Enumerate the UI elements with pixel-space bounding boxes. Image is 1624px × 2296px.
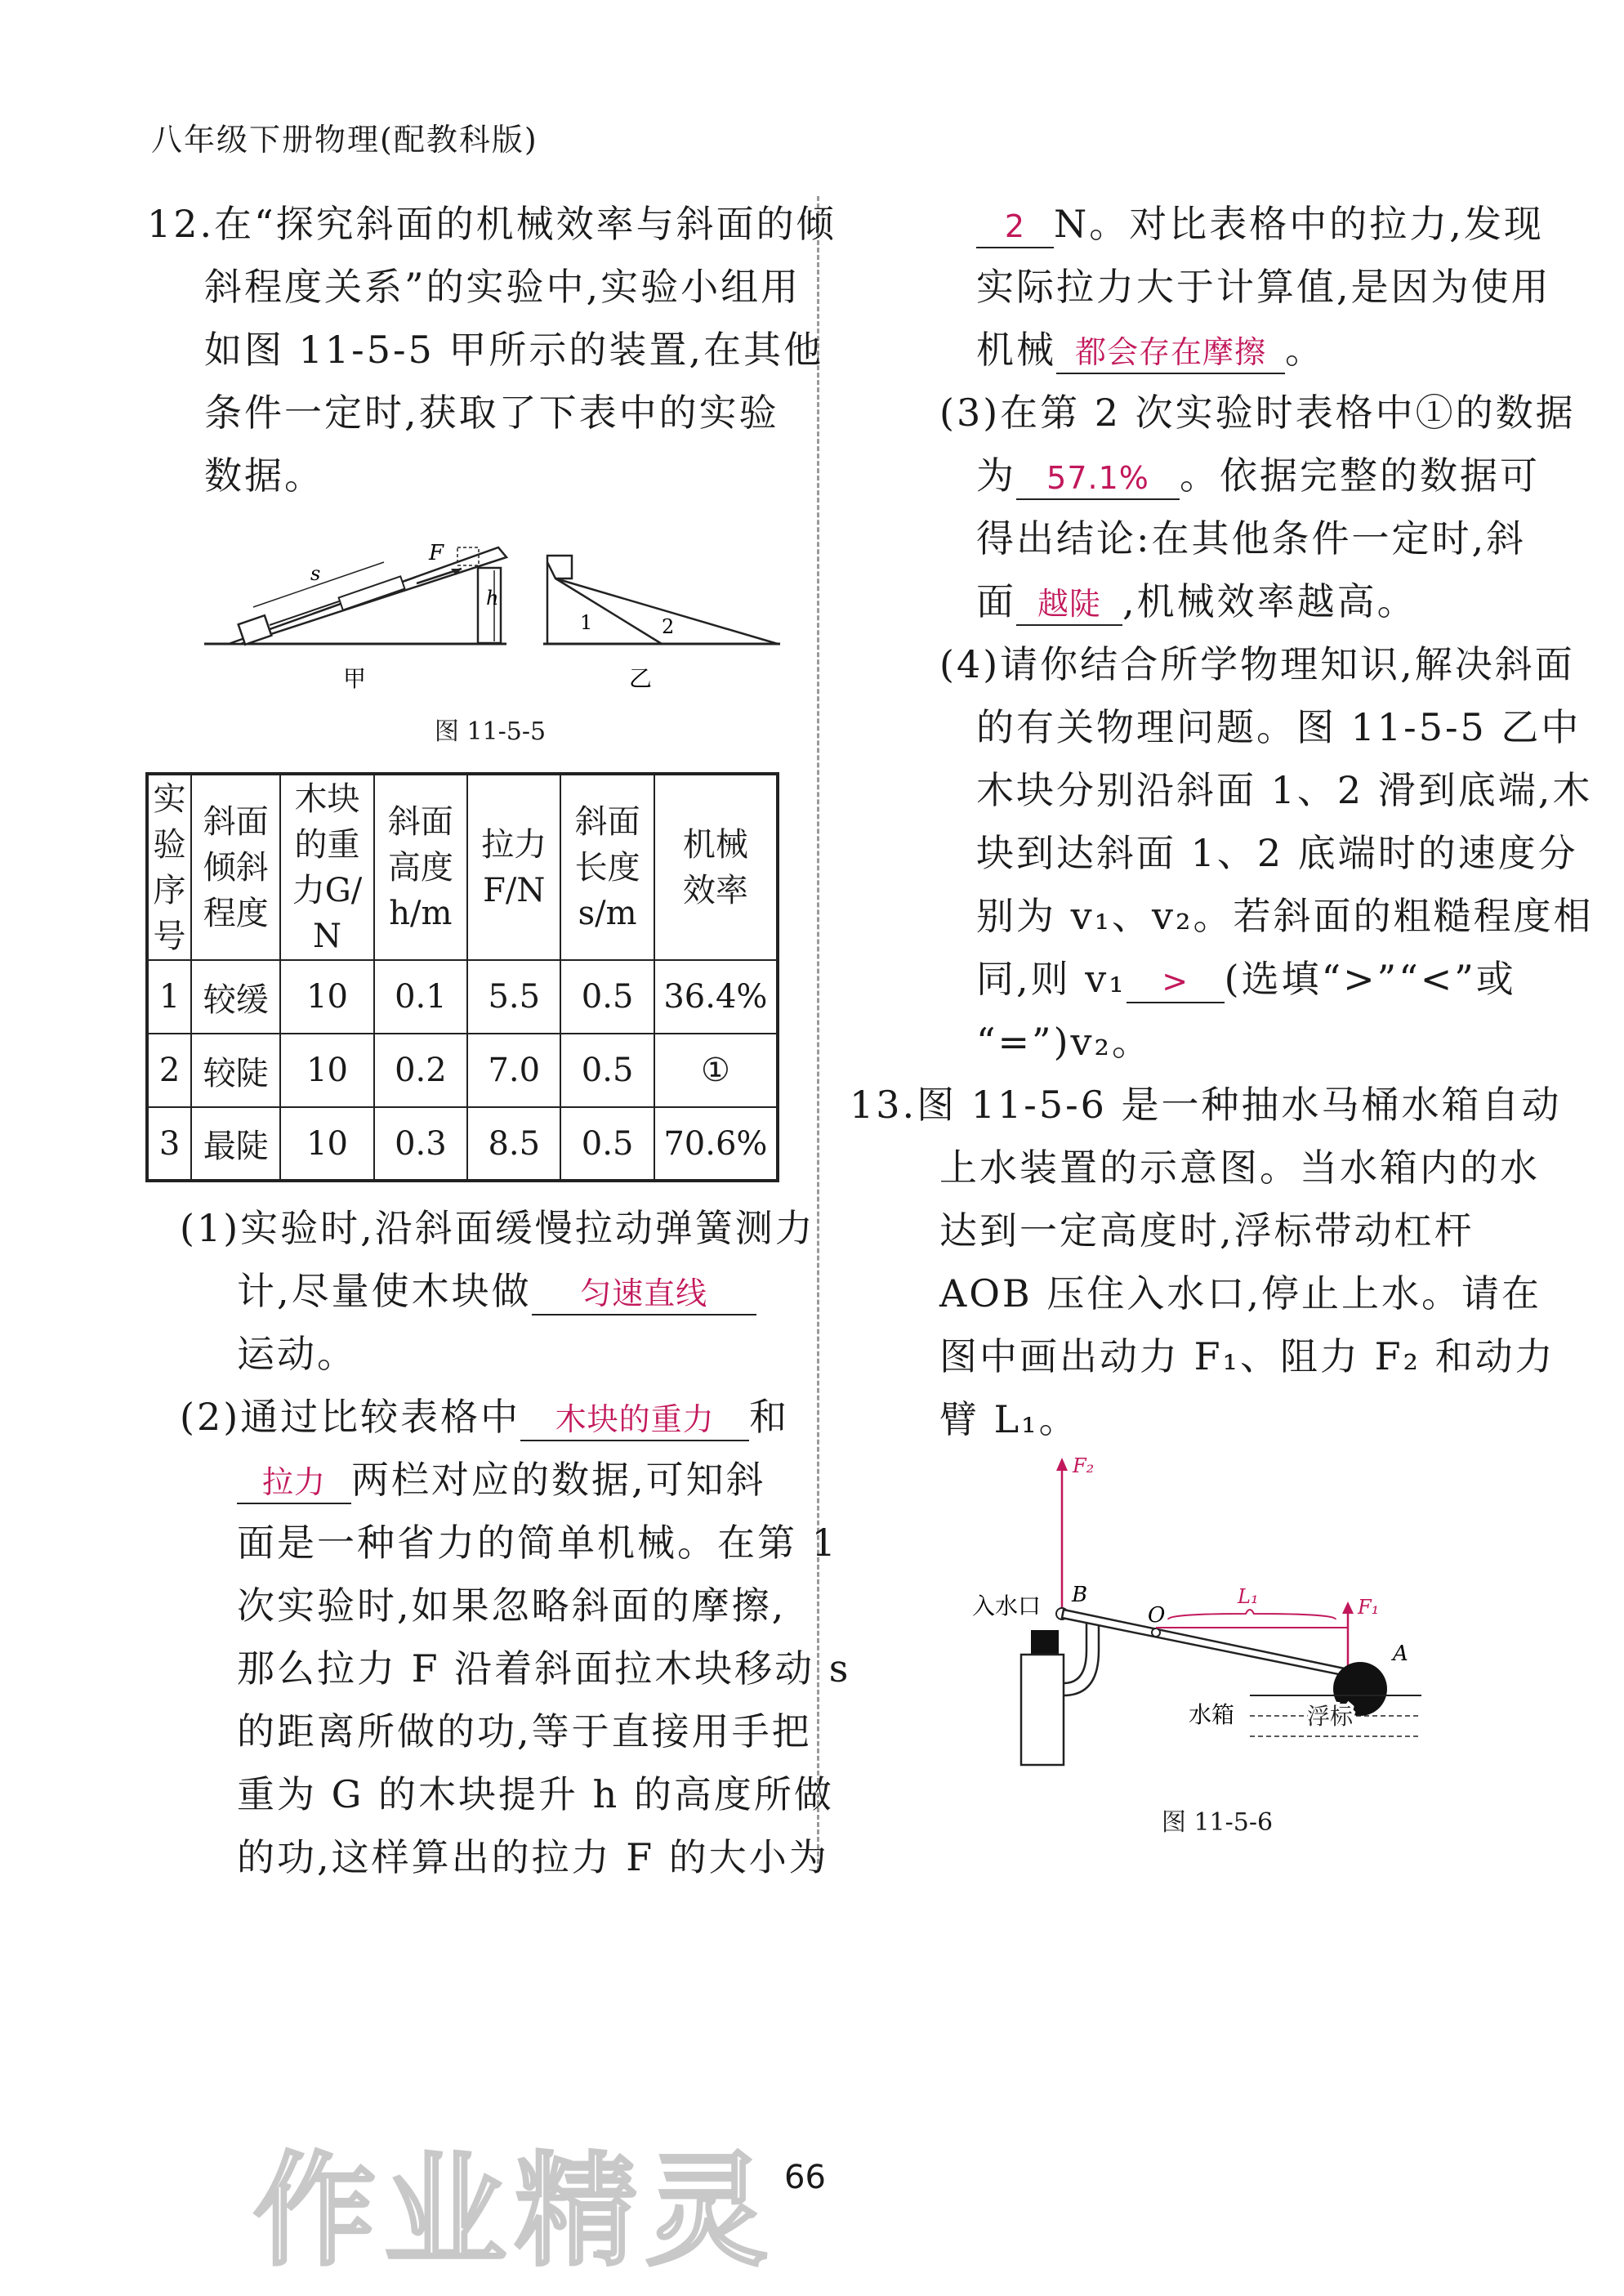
label-2: 2	[662, 615, 675, 638]
header-incline-degree: 斜面倾斜程度	[191, 774, 280, 960]
column-divider	[817, 196, 819, 1871]
q13-line-1: 13.图 11-5-6 是一种抽水马桶水箱自动	[850, 1083, 1562, 1127]
figure-11-5-5-caption: 图 11-5-5	[434, 717, 547, 746]
p2-line: 次实验时,如果忽略斜面的摩擦,	[237, 1584, 787, 1628]
p1-line-c: 运动。	[237, 1332, 357, 1376]
answer-blank-2b[interactable]: 拉力	[237, 1462, 351, 1504]
inlet-valve	[1031, 1630, 1059, 1655]
table-cell: 8.5	[467, 1107, 560, 1181]
table-cell: 较陡	[191, 1034, 280, 1107]
q13-line-2: 上水装置的示意图。当水箱内的水	[939, 1146, 1540, 1190]
label-s: s	[310, 562, 321, 585]
answer-blank-3b[interactable]: 越陡	[1016, 583, 1122, 626]
wooden-block	[239, 615, 272, 645]
label-1: 1	[580, 611, 593, 634]
left-column	[147, 193, 837, 507]
right-column	[850, 193, 1594, 1451]
table-cell: 3	[147, 1107, 191, 1181]
p4-line-e: 别为 v₁、v₂。若斜面的粗糙程度相	[976, 894, 1594, 938]
p4-line-d: 块到达斜面 1、2 底端时的速度分	[976, 831, 1578, 875]
p4-line-g: “=”)v₂。	[976, 1020, 1152, 1064]
slope-1	[555, 578, 662, 644]
page-number: 66	[784, 2159, 826, 2196]
p3-line-b: 为 57.1% 。依据完整的数据可	[850, 444, 1495, 507]
label-B: B	[1072, 1583, 1088, 1607]
header-force: 拉力F/N	[467, 774, 560, 960]
f2-arrowhead	[1056, 1458, 1068, 1471]
label-inlet: 入水口	[972, 1592, 1042, 1619]
label-h: h	[486, 587, 499, 610]
answer-blank-2c[interactable]: 2	[976, 206, 1054, 248]
p2-line-a: (2)通过比较表格中 木块的重力 和	[180, 1386, 801, 1449]
table-cell: 10	[280, 960, 373, 1034]
table-cell: 最陡	[191, 1107, 280, 1181]
answer-blank-3a[interactable]: 57.1%	[1016, 458, 1180, 500]
page-header: 八年级下册物理(配教科版)	[151, 122, 538, 158]
label-L1: L₁	[1238, 1585, 1259, 1608]
table-cell: 0.5	[560, 1034, 654, 1107]
q12-line-1: 12.在“探究斜面的机械效率与斜面的倾	[147, 202, 837, 246]
table-cell: 7.0	[467, 1034, 560, 1107]
header-index: 实验序号	[147, 774, 191, 960]
p2-line-c: 2 N。对比表格中的拉力,发现	[850, 193, 1495, 256]
figure-11-5-5	[196, 523, 801, 703]
pipe-bend-outer	[1064, 1622, 1086, 1683]
table-cell: 0.1	[374, 960, 467, 1034]
label-float: 浮标	[1307, 1703, 1354, 1730]
header-efficiency: 机械效率	[654, 774, 778, 960]
label-jia: 甲	[343, 665, 367, 692]
p4-line-a: (4)请你结合所学物理知识,解决斜面	[939, 642, 1575, 686]
p4-line-c: 木块分别沿斜面 1、2 滑到底端,木	[976, 768, 1593, 812]
watermark: 作业精灵	[253, 2141, 777, 2283]
p2-line: 的距离所做的功,等于直接用手把	[237, 1709, 812, 1753]
top-block	[547, 556, 572, 578]
table-cell: 0.3	[374, 1107, 467, 1181]
header-height: 斜面高度h/m	[374, 774, 467, 960]
table-cell: 10	[280, 1107, 373, 1181]
figure-11-5-6-caption: 图 11-5-6	[1161, 1808, 1274, 1837]
p4-line-f: 同,则 v₁ > (选填“>”“<”或	[850, 948, 1495, 1011]
label-O: O	[1148, 1603, 1166, 1628]
q12-line-4: 条件一定时,获取了下表中的实验	[204, 391, 779, 435]
label-tank: 水箱	[1189, 1701, 1235, 1728]
figure-11-5-6	[964, 1446, 1454, 1789]
table-cell: 0.5	[560, 960, 654, 1034]
answer-blank-2d[interactable]: 都会存在摩擦	[1056, 332, 1285, 374]
q13-line-3: 达到一定高度时,浮标带动杠杆	[939, 1208, 1475, 1253]
inlet-pipe	[1021, 1655, 1064, 1765]
label-A: A	[1393, 1642, 1408, 1666]
q12-parts-1-2	[180, 1197, 851, 1889]
f1-arrowhead	[1342, 1601, 1354, 1614]
label-F1: F₁	[1358, 1596, 1380, 1619]
q12-line-2: 斜程度关系”的实验中,实验小组用	[204, 265, 801, 309]
table-cell: ①	[654, 1034, 778, 1107]
lever-AOB	[1062, 1610, 1356, 1677]
table-row	[147, 1034, 778, 1107]
table-cell: 10	[280, 1034, 373, 1107]
point-O	[1152, 1628, 1160, 1637]
table-row	[147, 960, 778, 1034]
p2-line-b: 拉力 两栏对应的数据,可知斜	[180, 1449, 801, 1512]
p3-line-a: (3)在第 2 次实验时表格中①的数据	[939, 391, 1576, 435]
p3-line-c: 得出结论:在其他条件一定时,斜	[976, 516, 1527, 561]
table-cell: 36.4%	[654, 960, 778, 1034]
table-cell: 5.5	[467, 960, 560, 1034]
label-yi: 乙	[629, 665, 653, 692]
q13-line-6: 臂 L₁。	[939, 1397, 1079, 1441]
answer-blank-2a[interactable]: 木块的重力	[520, 1399, 749, 1441]
q12-line-3: 如图 11-5-5 甲所示的装置,在其他	[204, 328, 824, 372]
p2-line: 那么拉力 F 沿着斜面拉木块移动 s	[237, 1646, 851, 1691]
table-cell: 较缓	[191, 960, 280, 1034]
p4-line-b: 的有关物理问题。图 11-5-5 乙中	[976, 705, 1582, 749]
p3-line-d: 面 越陡 ,机械效率越高。	[850, 570, 1495, 633]
label-F2: F₂	[1073, 1454, 1095, 1477]
p2-line-d: 实际拉力大于计算值,是因为使用	[976, 265, 1551, 309]
pipe-bend-inner	[1064, 1624, 1099, 1695]
p2-line-e: 机械 都会存在摩擦 。	[850, 319, 1495, 382]
p2-line: 的功,这样算出的拉力 F 的大小为	[237, 1835, 829, 1879]
p2-line: 面是一种省力的简单机械。在第 1	[237, 1521, 838, 1565]
p2-line: 重为 G 的木块提升 h 的高度所做	[237, 1772, 834, 1816]
l1-brace	[1168, 1610, 1336, 1619]
table-cell: 2	[147, 1034, 191, 1107]
table-cell: 0.5	[560, 1107, 654, 1181]
answer-blank-1[interactable]: 匀速直线	[532, 1273, 756, 1316]
data-table	[145, 772, 779, 1182]
p1-line-a: (1)实验时,沿斜面缓慢拉动弹簧测力	[180, 1206, 815, 1250]
header-length: 斜面长度s/m	[560, 774, 654, 960]
table-header-row	[147, 774, 778, 960]
header-weight: 木块的重力G/N	[280, 774, 373, 960]
q12-line-5: 数据。	[204, 453, 324, 498]
answer-blank-4[interactable]: >	[1127, 961, 1225, 1003]
q13-line-4: AOB 压住入水口,停止上水。请在	[939, 1271, 1541, 1316]
label-F: F	[429, 541, 444, 565]
table-cell: 70.6%	[654, 1107, 778, 1181]
table-row	[147, 1107, 778, 1181]
q13-line-5: 图中画出动力 F₁、阻力 F₂ 和动力	[939, 1334, 1555, 1378]
table-cell: 0.2	[374, 1034, 467, 1107]
p1-line-b: 计,尽量使木块做 匀速直线	[180, 1260, 801, 1323]
table-cell: 1	[147, 960, 191, 1034]
